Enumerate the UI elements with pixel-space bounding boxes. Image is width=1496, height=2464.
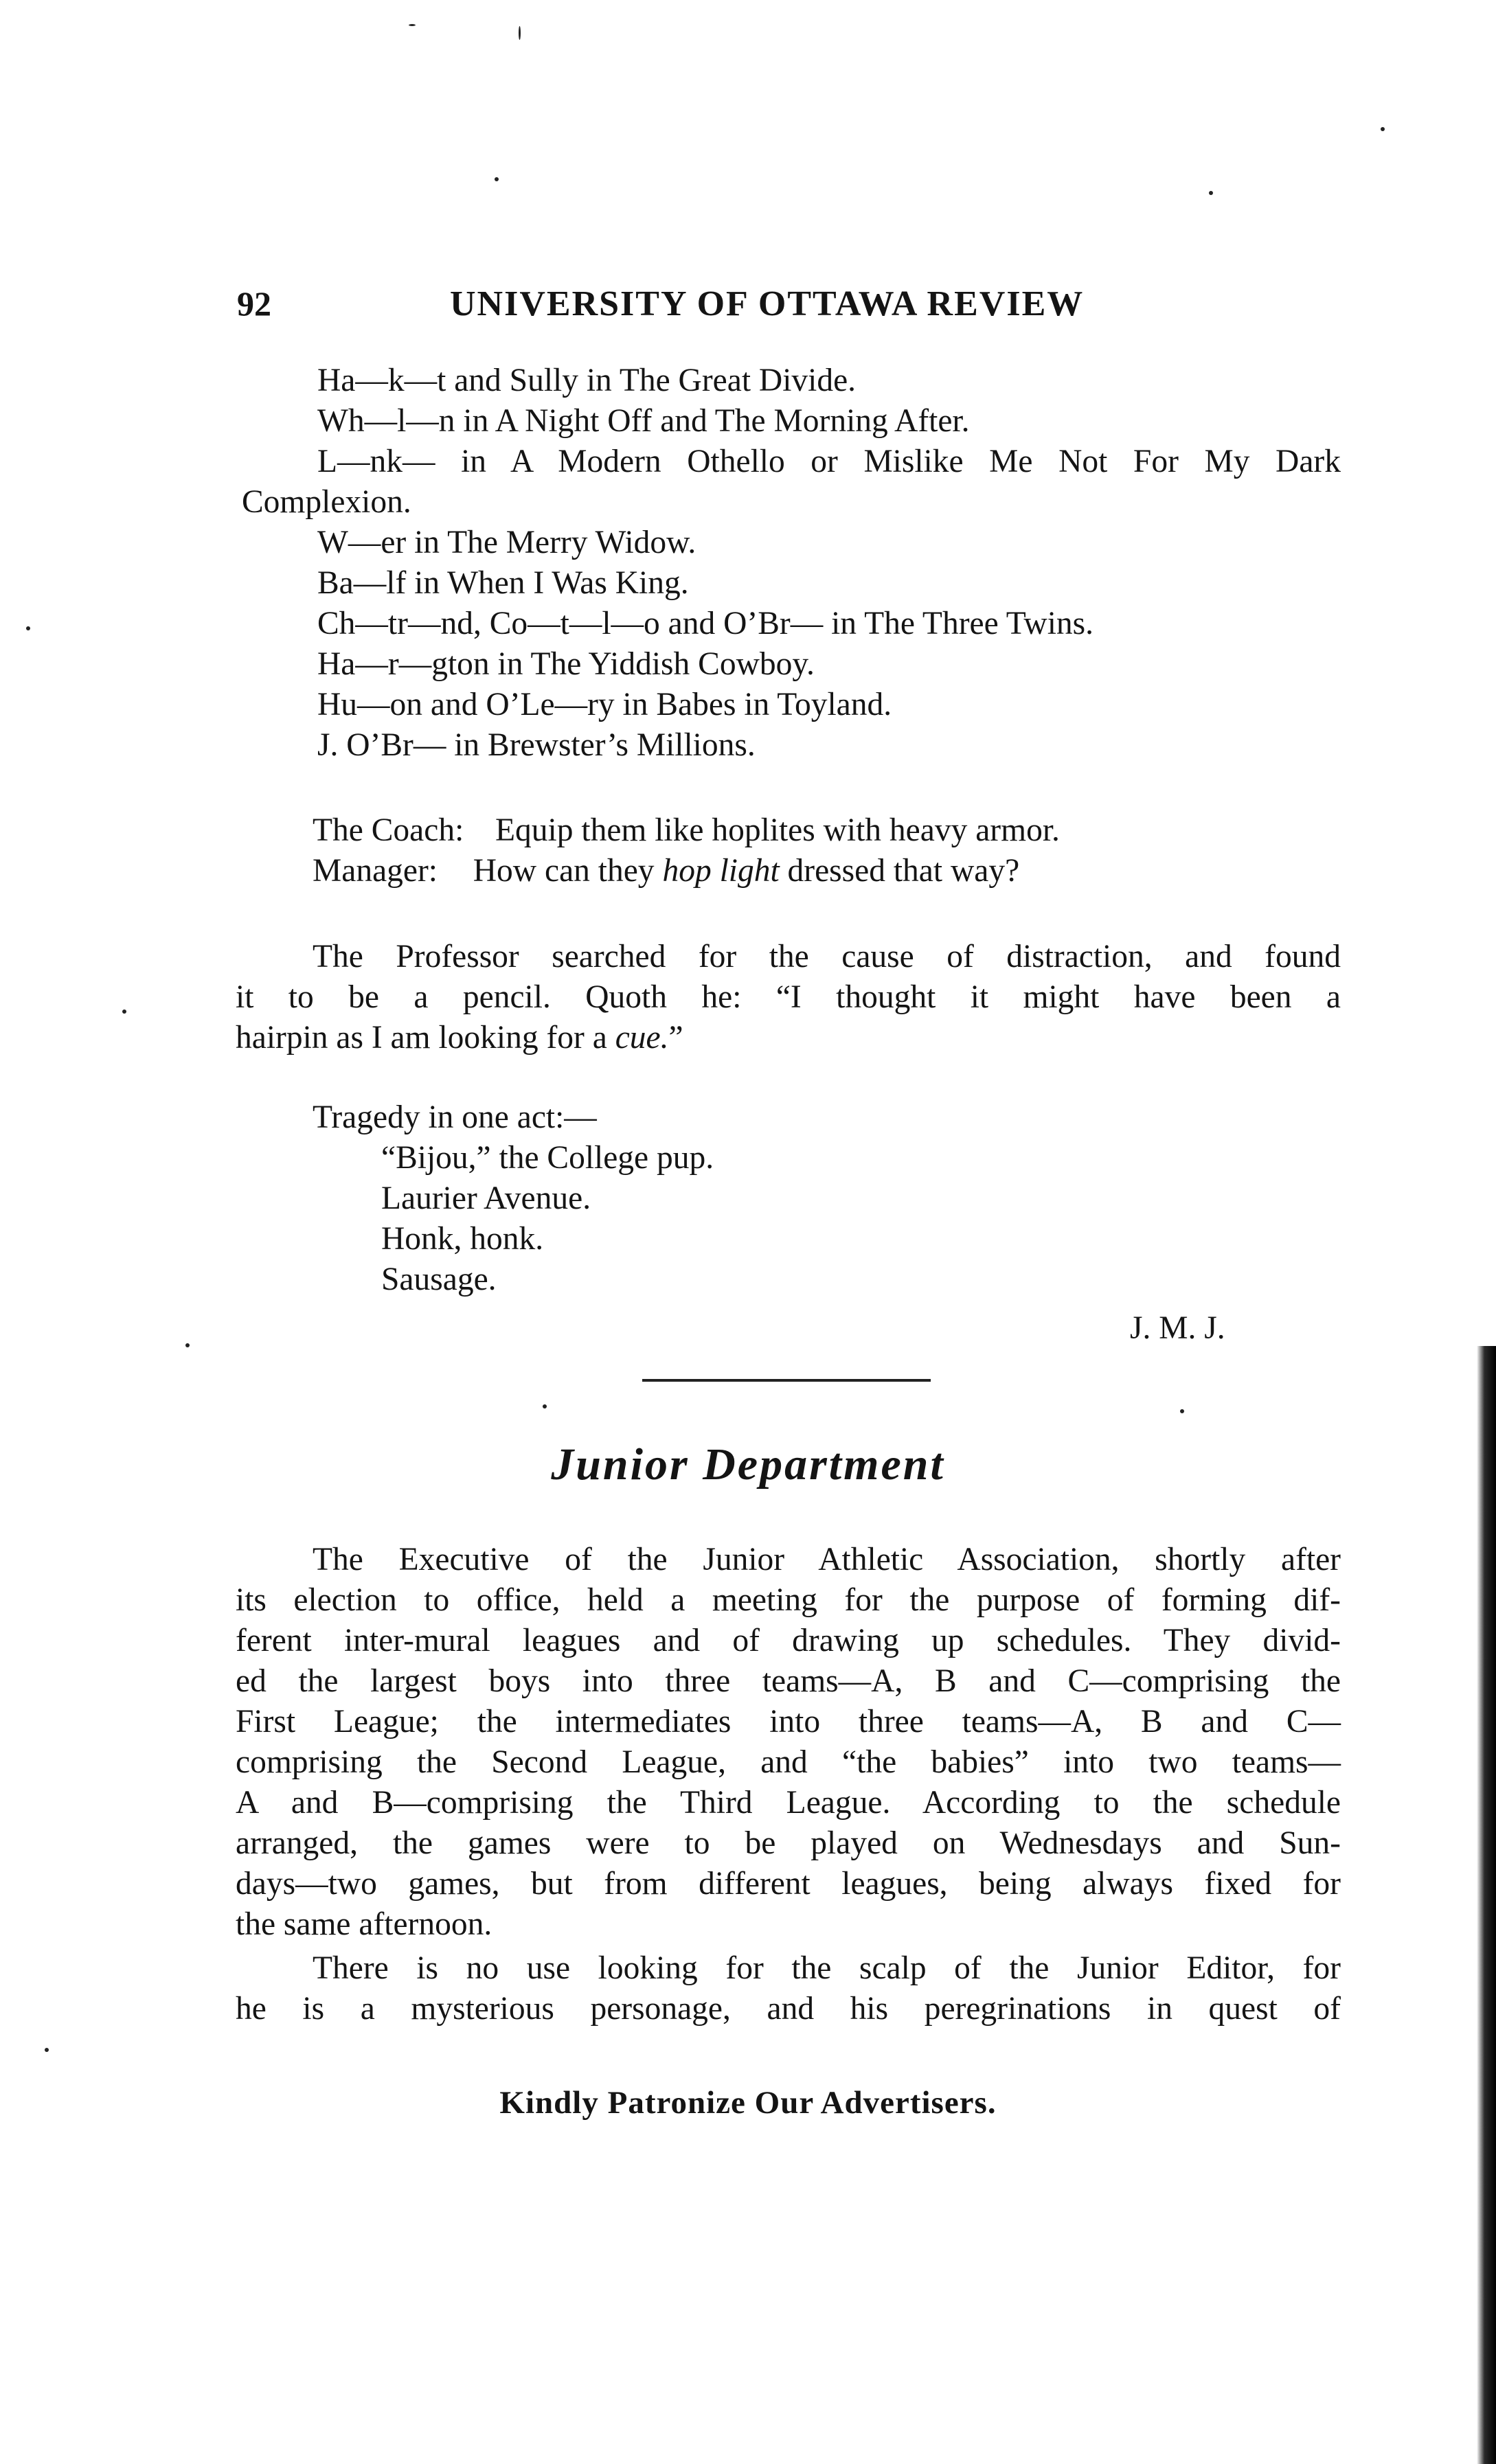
running-title: UNIVERSITY OF OTTAWA REVIEW [450, 284, 1085, 323]
paragraph-line: The Executive of the Junior Athletic Association, shortly after [313, 1542, 1341, 1577]
page-footer: Kindly Patronize Our Advertisers. [499, 2085, 997, 2121]
manager-speech-after: dressed that way? [779, 853, 1020, 889]
coach-speech: Equip them like hoplites with heavy armor. [495, 812, 1060, 848]
coach-speaker: The Coach: [313, 812, 464, 848]
scan-speck [1381, 127, 1385, 131]
coach-line [313, 810, 1060, 850]
paragraph-line: the same afternoon. [236, 1906, 492, 1942]
scan-speck [122, 1009, 126, 1014]
tragedy-line: “Bijou,” the College pup. [381, 1140, 714, 1176]
tragedy-line: Sausage. [381, 1262, 497, 1297]
cast-line: Hu—on and O’Le—ry in Babes in Toyland. [317, 687, 892, 722]
anecdote-line [236, 1018, 683, 1058]
cast-line: Complexion. [242, 484, 411, 520]
manager-speech-before: How can they [473, 853, 663, 889]
paragraph-line: First League; the intermediates into three teams—A, B and C— [236, 1704, 1341, 1739]
cast-line: J. O’Br— in Brewster’s Millions. [317, 727, 756, 763]
page-header [237, 278, 1343, 326]
signature: J. M. J. [1130, 1310, 1225, 1346]
section-heading: Junior Department [551, 1439, 945, 1490]
scan-speck [26, 626, 30, 630]
section-divider [642, 1379, 931, 1382]
tragedy-line: Laurier Avenue. [381, 1180, 591, 1216]
cast-line: Ch—tr—nd, Co—t—l—o and O’Br— in The Three Twins. [317, 606, 1094, 641]
scan-speck [519, 26, 521, 40]
scan-speck [1209, 191, 1213, 195]
paragraph-line: he is a mysterious personage, and his peregrinations in quest of [236, 1991, 1341, 2027]
paragraph-line: its election to office, held a meeting for the purpose of forming dif- [236, 1582, 1341, 1618]
paragraph-line: A and B—comprising the Third League. According to the schedule [236, 1785, 1341, 1821]
anecdote-text-end: ” [668, 1020, 683, 1056]
cast-line: Ha—r—gton in The Yiddish Cowboy. [317, 646, 815, 682]
anecdote-line: it to be a pencil. Quoth he: “I thought it might have been a [236, 979, 1341, 1015]
paragraph-line: arranged, the games were to be played on Wednesdays and Sun- [236, 1825, 1341, 1861]
paragraph-line: ferent inter-mural leagues and of drawing up schedules. They divid- [236, 1623, 1341, 1658]
anecdote-line: The Professor searched for the cause of distraction, and found [313, 939, 1341, 974]
cast-line: Wh—l—n in A Night Off and The Morning After. [317, 403, 970, 439]
tragedy-line: Honk, honk. [381, 1221, 544, 1257]
scan-speck [45, 2048, 49, 2052]
paragraph-line: comprising the Second League, and “the babies” into two teams— [236, 1744, 1341, 1780]
paragraph-line: There is no use looking for the scalp of the Junior Editor, for [313, 1950, 1341, 1986]
scan-speck [185, 1343, 190, 1347]
paragraph-line: ed the largest boys into three teams—A, B and C—comprising the [236, 1663, 1341, 1699]
anecdote-text: hairpin as I am looking for a [236, 1020, 615, 1056]
manager-speaker: Manager: [313, 853, 438, 889]
anecdote-emphasis: cue. [615, 1020, 669, 1056]
cast-line: W—er in The Merry Widow. [317, 525, 696, 560]
manager-line [313, 851, 1019, 891]
tragedy-title: Tragedy in one act:— [313, 1099, 597, 1135]
cast-line: L—nk— in A Modern Othello or Mislike Me Not For My Dark [317, 444, 1341, 479]
cast-line: Ha—k—t and Sully in The Great Divide. [317, 363, 857, 398]
page-edge-shadow [1477, 1346, 1496, 2464]
scan-speck [409, 24, 416, 26]
scan-speck [1180, 1409, 1184, 1413]
manager-speech-emphasis: hop light [662, 853, 780, 889]
paragraph-line: days—two games, but from different leagues, being always fixed for [236, 1866, 1341, 1902]
scan-speck [543, 1404, 547, 1408]
cast-line: Ba—lf in When I Was King. [317, 565, 689, 601]
page-number: 92 [237, 284, 271, 323]
scan-speck [495, 177, 499, 181]
